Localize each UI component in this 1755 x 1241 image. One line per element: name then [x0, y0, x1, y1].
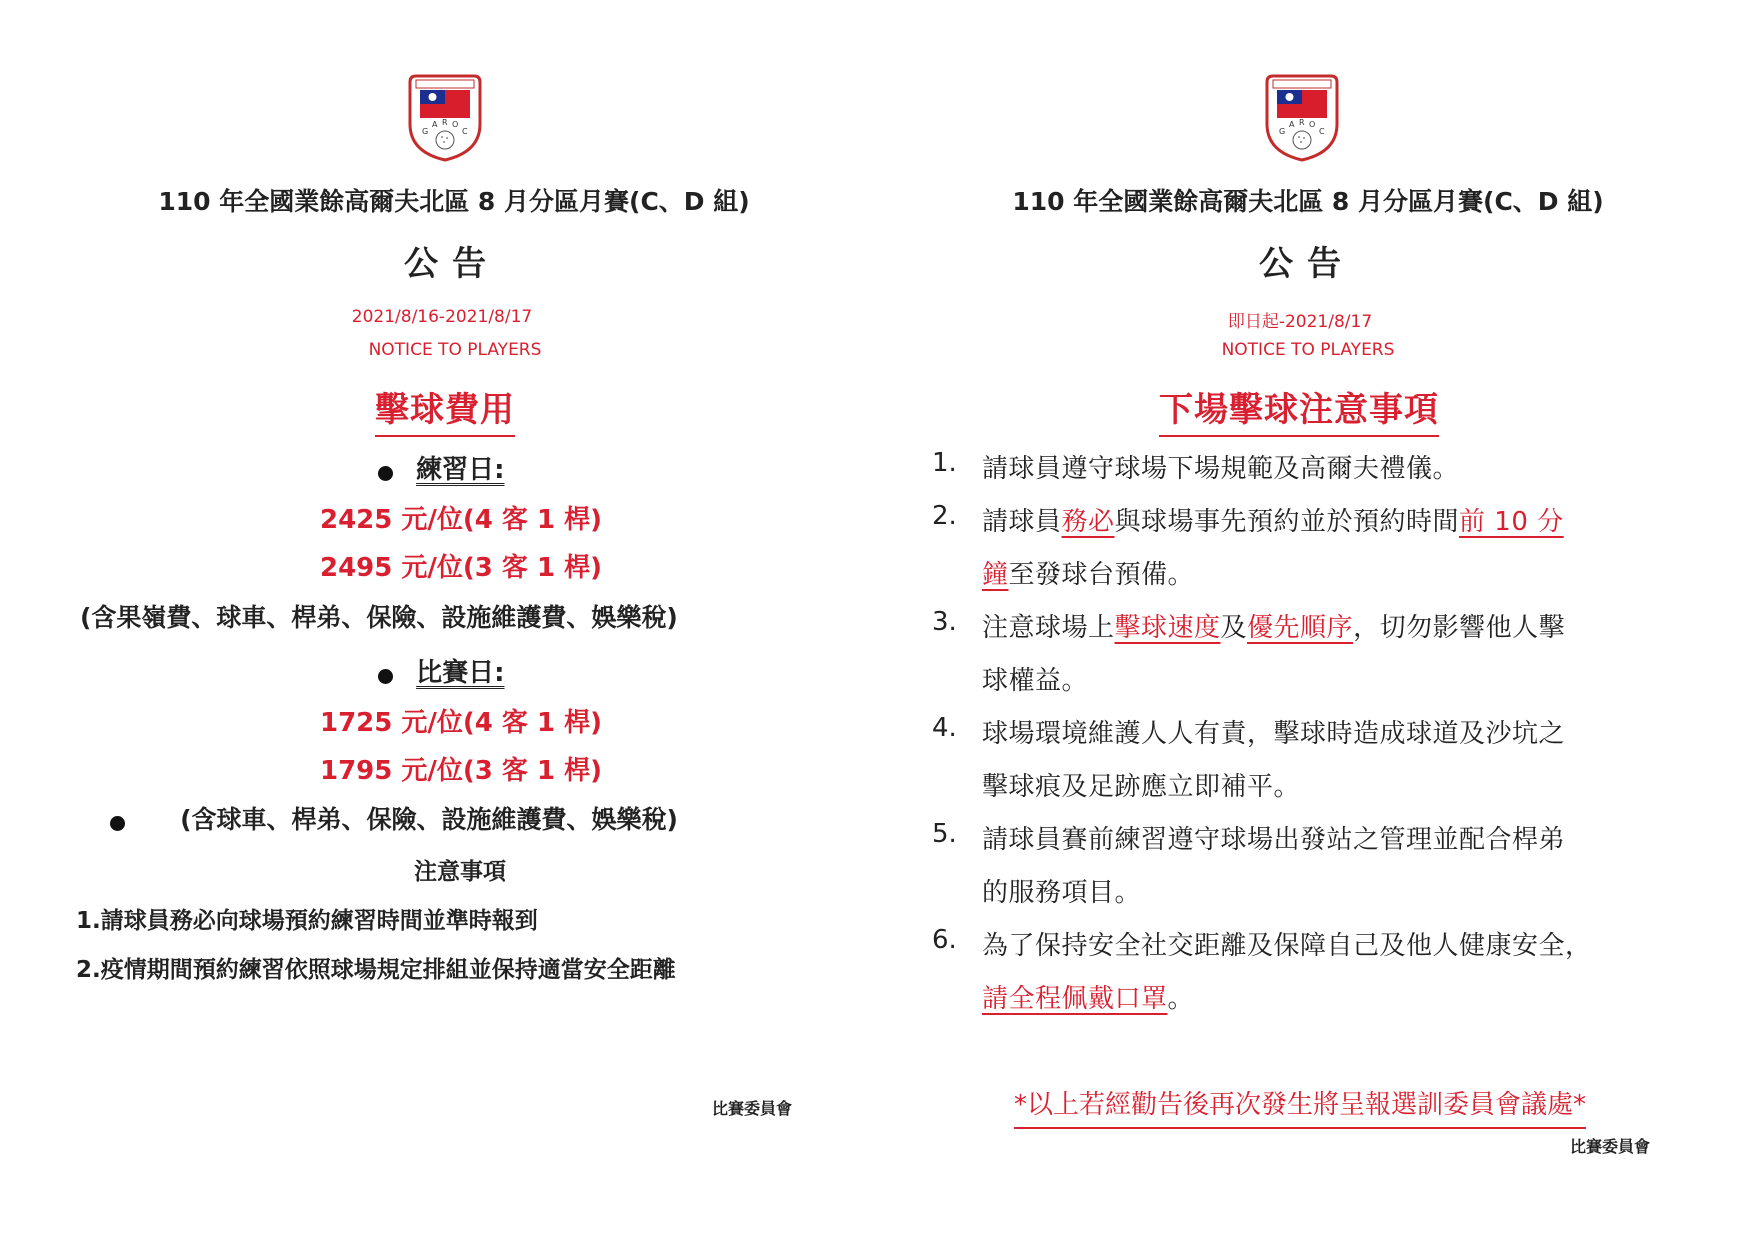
notes-heading: 注意事項 — [414, 859, 506, 885]
right-announcement: 公告 — [1259, 244, 1355, 284]
left-heading: 擊球費用 — [375, 382, 515, 437]
practice-day-label: 練習日: — [416, 455, 505, 485]
match-day-label: 比賽日: — [416, 658, 505, 688]
list-number: 2. — [932, 501, 957, 531]
right-date: 即日起-2021/8/17 — [1227, 312, 1373, 332]
right-title: 110 年全國業餘高爾夫北區 8 月分區月賽(C、D 組) — [1012, 187, 1604, 216]
list-item-text: 的服務項目。 — [982, 878, 1142, 908]
warning-text: *以上若經勸告後再次發生將呈報選訓委員會議處* — [1014, 1084, 1586, 1129]
svg-text:G: G — [1279, 127, 1286, 136]
note-item: 1.請球員務必向球場預約練習時間並準時報到 — [76, 908, 538, 934]
list-item-text: 請球員賽前練習遵守球場出發站之管理並配合桿弟 — [982, 825, 1566, 855]
bullet-icon — [378, 466, 393, 481]
left-date: 2021/8/16-2021/8/17 — [351, 307, 533, 327]
list-item-text: 注意球場上擊球速度及優先順序，切勿影響他人擊 — [982, 613, 1566, 643]
svg-text:A: A — [432, 120, 438, 129]
bullet-icon — [378, 669, 393, 684]
list-number: 5. — [932, 819, 957, 849]
match-includes: (含球車、桿弟、保險、設施維護費、娛樂稅) — [180, 805, 678, 834]
list-item-text: 鐘至發球台預備。 — [982, 560, 1195, 590]
practice-price-3: 2495 元/位(3 客 1 桿) — [319, 553, 603, 583]
match-price-3: 1795 元/位(3 客 1 桿) — [319, 756, 603, 786]
left-announcement: 公告 — [404, 244, 500, 284]
svg-text:G: G — [422, 127, 429, 136]
list-item-text: 為了保持安全社交距離及保障自己及他人健康安全， — [982, 931, 1592, 961]
practice-includes: (含果嶺費、球車、桿弟、保險、設施維護費、娛樂稅) — [80, 603, 678, 632]
highlight-text: 鐘 — [982, 560, 1009, 590]
svg-text:O: O — [452, 120, 459, 129]
match-includes-item — [110, 800, 678, 836]
bullet-icon — [110, 816, 125, 831]
practice-price-4: 2425 元/位(4 客 1 桿) — [319, 505, 603, 535]
note-item: 2.疫情期間預約練習依照球場規定排組並保持適當安全距離 — [76, 957, 676, 983]
highlight-text: 前 10 分 — [1459, 507, 1564, 537]
svg-text:R: R — [1299, 118, 1305, 127]
list-item-text: 球場環境維護人人有責，擊球時造成球道及沙坑之 — [982, 719, 1566, 749]
practice-day-item — [378, 449, 505, 486]
list-number: 1. — [932, 448, 957, 478]
svg-text:A: A — [1289, 120, 1295, 129]
list-number: 4. — [932, 713, 957, 743]
svg-text:C: C — [462, 127, 468, 136]
highlight-text: 優先順序 — [1247, 613, 1354, 643]
garoc-logo-right — [1263, 72, 1341, 162]
garoc-logo-left — [406, 72, 484, 162]
svg-text:C: C — [1319, 127, 1325, 136]
list-item-text: 擊球痕及足跡應立即補平。 — [982, 772, 1301, 802]
svg-text:R: R — [442, 118, 448, 127]
right-heading: 下場擊球注意事項 — [1159, 382, 1439, 437]
left-notice-label: NOTICE TO PLAYERS — [368, 340, 542, 360]
list-item-text: 請全程佩戴口罩。 — [982, 984, 1195, 1014]
right-committee: 比賽委員會 — [1570, 1137, 1651, 1156]
list-item-text: 球權益。 — [982, 666, 1089, 696]
highlight-text: 務必 — [1061, 507, 1115, 537]
match-price-4: 1725 元/位(4 客 1 桿) — [319, 708, 603, 738]
svg-text:O: O — [1309, 120, 1316, 129]
list-item-text: 請球員務必與球場事先預約並於預約時間前 10 分 — [982, 507, 1564, 537]
left-committee: 比賽委員會 — [712, 1099, 793, 1118]
match-day-item — [378, 652, 505, 689]
list-number: 6. — [932, 925, 957, 955]
highlight-text: 擊球速度 — [1114, 613, 1221, 643]
left-title: 110 年全國業餘高爾夫北區 8 月分區月賽(C、D 組) — [158, 187, 750, 216]
highlight-text: 請全程佩戴口罩 — [982, 984, 1168, 1014]
right-notice-label: NOTICE TO PLAYERS — [1221, 340, 1395, 360]
list-number: 3. — [932, 607, 957, 637]
list-item-text: 請球員遵守球場下場規範及高爾夫禮儀。 — [982, 454, 1460, 484]
